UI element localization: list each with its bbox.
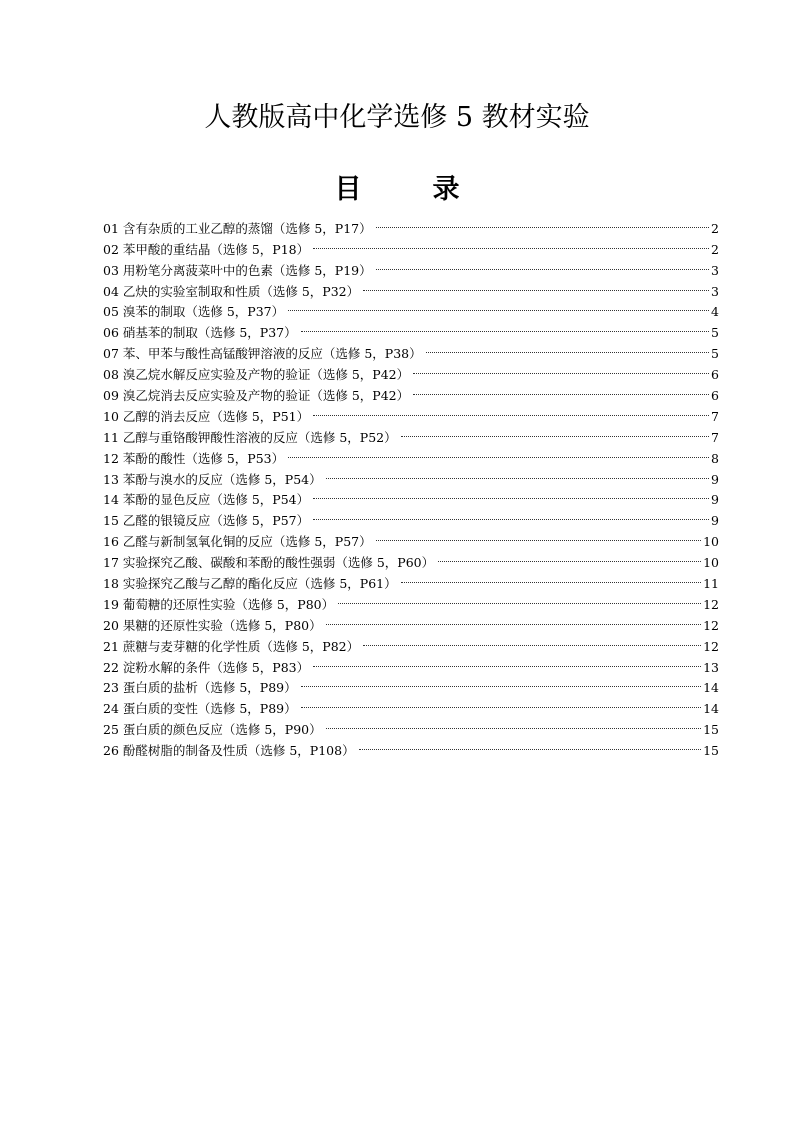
toc-entry-label: 07 苯、甲苯与酸性高锰酸钾溶液的反应（选修 5，P38） [103, 346, 422, 362]
toc-entry-page-number: 14 [703, 680, 719, 696]
toc-heading: 目 录 [334, 174, 482, 205]
toc-entry-label: 02 苯甲酸的重结晶（选修 5，P18） [103, 241, 310, 257]
toc-dot-leader [363, 275, 709, 296]
toc-entry-page-number: 6 [711, 367, 719, 383]
toc-dot-leader [326, 609, 701, 630]
toc-entry-page-number: 10 [703, 534, 719, 550]
toc-entry-page-number: 9 [711, 492, 719, 508]
toc-dot-leader [338, 588, 701, 609]
toc-entry-label: 23 蛋白质的盐析（选修 5，P89） [103, 680, 297, 696]
toc-entry-label: 17 实验探究乙酸、碳酸和苯酚的酸性强弱（选修 5，P60） [103, 555, 435, 571]
document-title: 人教版高中化学选修 5 教材实验 [204, 102, 590, 133]
toc-entry-page-number: 7 [711, 408, 719, 424]
toc-entry-page-number: 5 [711, 325, 719, 341]
toc-entry-page-number: 13 [703, 659, 719, 675]
toc-dot-leader [438, 546, 701, 567]
toc-dot-leader [301, 316, 709, 337]
toc-entry-page-number: 3 [711, 262, 719, 278]
toc-entry-label: 08 溴乙烷水解反应实验及产物的验证（选修 5，P42） [103, 367, 410, 383]
table-of-contents [103, 212, 719, 759]
toc-entry-label: 04 乙炔的实验室制取和性质（选修 5，P32） [103, 283, 360, 299]
toc-entry-page-number: 5 [711, 346, 719, 362]
toc-entry-label: 12 苯酚的酸性（选修 5，P53） [103, 450, 285, 466]
toc-entry-label: 22 淀粉水解的条件（选修 5，P83） [103, 659, 310, 675]
toc-dot-leader [288, 296, 709, 317]
toc-entry-label: 26 酚醛树脂的制备及性质（选修 5，P108） [103, 743, 355, 759]
toc-dot-leader [401, 567, 701, 588]
toc-dot-leader [326, 463, 709, 484]
toc-entry-page-number: 14 [703, 701, 719, 717]
toc-entry-label: 25 蛋白质的颜色反应（选修 5，P90） [103, 722, 322, 738]
toc-dot-leader [359, 734, 702, 755]
toc-entry-label: 13 苯酚与溴水的反应（选修 5，P54） [103, 471, 322, 487]
toc-entry-page-number: 3 [711, 283, 719, 299]
toc-entry-page-number: 15 [703, 722, 719, 738]
toc-entry-page-number: 6 [711, 388, 719, 404]
toc-entry-page-number: 9 [711, 471, 719, 487]
toc-entry-label: 01 含有杂质的工业乙醇的蒸馏（选修 5，P17） [103, 220, 372, 236]
toc-entry-label: 18 实验探究乙酸与乙醇的酯化反应（选修 5，P61） [103, 576, 397, 592]
toc-entry-page-number: 12 [703, 596, 719, 612]
toc-dot-leader [401, 421, 709, 442]
toc-dot-leader [426, 337, 709, 358]
toc-entry-page-number: 2 [711, 220, 719, 236]
toc-entry-label: 14 苯酚的显色反应（选修 5，P54） [103, 492, 310, 508]
toc-entry-label: 24 蛋白质的变性（选修 5，P89） [103, 701, 297, 717]
toc-dot-leader [326, 713, 701, 734]
toc-entry-label: 03 用粉笔分离菠菜叶中的色素（选修 5，P19） [103, 262, 372, 278]
toc-entry-page-number: 11 [703, 576, 719, 592]
toc-entry-label: 15 乙醛的银镜反应（选修 5，P57） [103, 513, 310, 529]
toc-dot-leader [413, 358, 709, 379]
toc-entry-label: 05 溴苯的制取（选修 5，P37） [103, 304, 285, 320]
toc-entry-page-number: 9 [711, 513, 719, 529]
toc-dot-leader [313, 504, 709, 525]
toc-dot-leader [301, 692, 701, 713]
toc-entry-label: 11 乙醇与重铬酸钾酸性溶液的反应（选修 5，P52） [103, 429, 397, 445]
toc-entry-label: 19 葡萄糖的还原性实验（选修 5，P80） [103, 596, 335, 612]
toc-entry-label: 10 乙醇的消去反应（选修 5，P51） [103, 408, 310, 424]
toc-dot-leader [376, 212, 709, 233]
toc-entry-label: 09 溴乙烷消去反应实验及产物的验证（选修 5，P42） [103, 388, 410, 404]
toc-dot-leader [363, 630, 701, 651]
toc-entry-page-number: 12 [703, 638, 719, 654]
toc-entry-label: 16 乙醛与新制氢氧化铜的反应（选修 5，P57） [103, 534, 372, 550]
toc-entry[interactable] [103, 212, 719, 236]
toc-dot-leader [376, 254, 709, 275]
toc-entry-page-number: 10 [703, 555, 719, 571]
toc-entry-page-number: 4 [711, 304, 719, 320]
toc-dot-leader [313, 484, 709, 505]
toc-dot-leader [313, 233, 709, 254]
toc-entry-page-number: 7 [711, 429, 719, 445]
toc-dot-leader [313, 651, 701, 672]
toc-entry-page-number: 2 [711, 241, 719, 257]
toc-dot-leader [376, 525, 701, 546]
toc-entry-label: 20 果糖的还原性实验（选修 5，P80） [103, 617, 322, 633]
toc-entry-page-number: 8 [711, 450, 719, 466]
toc-entry-label: 21 蔗糖与麦芽糖的化学性质（选修 5，P82） [103, 638, 360, 654]
toc-entry-label: 06 硝基苯的制取（选修 5，P37） [103, 325, 297, 341]
toc-entry-page-number: 12 [703, 617, 719, 633]
toc-dot-leader [313, 400, 709, 421]
toc-dot-leader [413, 379, 709, 400]
toc-dot-leader [301, 672, 701, 693]
toc-dot-leader [288, 442, 709, 463]
toc-entry-page-number: 15 [703, 743, 719, 759]
